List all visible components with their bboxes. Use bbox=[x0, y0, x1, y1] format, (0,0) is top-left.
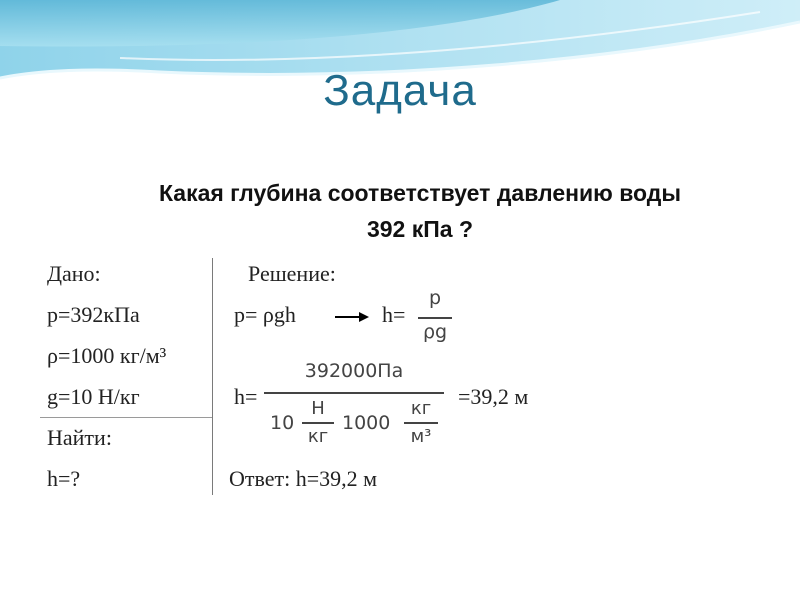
slide-title: Задача bbox=[323, 66, 477, 115]
given-item-density: ρ=1000 кг/м³ bbox=[47, 343, 167, 368]
calc-coef-1: 10 bbox=[270, 412, 295, 434]
pressure-formula: p= ρgh bbox=[234, 302, 296, 327]
find-divider bbox=[40, 417, 212, 418]
solution-header: Решение: bbox=[248, 261, 336, 286]
calc-numerator: 392000Па bbox=[304, 360, 404, 382]
fraction-p-over-rho-g bbox=[418, 287, 452, 349]
unit-numerator: Н bbox=[311, 398, 325, 419]
column-divider bbox=[212, 258, 213, 495]
unit-bar bbox=[302, 422, 334, 424]
unit-numerator: кг bbox=[410, 398, 432, 419]
unit-fraction-kg-per-m3 bbox=[404, 398, 438, 452]
fraction-bar bbox=[418, 317, 452, 319]
answer-text: Ответ: h=39,2 м bbox=[229, 466, 378, 491]
calc-coef-2: 1000 bbox=[342, 412, 391, 434]
given-item-gravity: g=10 Н/кг bbox=[47, 384, 140, 409]
calc-fraction-bar bbox=[264, 392, 444, 394]
fraction-numerator: p bbox=[428, 287, 442, 309]
question-line-2: 392 кПа ? bbox=[366, 216, 474, 242]
given-header: Дано: bbox=[47, 261, 101, 286]
find-header: Найти: bbox=[47, 425, 112, 450]
fraction-denominator: ρg bbox=[422, 321, 448, 343]
question-line-1: Какая глубина соответствует давлению воды bbox=[158, 180, 682, 206]
unit-denominator: кг bbox=[307, 426, 329, 447]
calculation-fraction bbox=[264, 356, 444, 454]
unit-denominator: м³ bbox=[410, 426, 432, 447]
unit-fraction-n-per-kg bbox=[302, 398, 334, 452]
unit-bar bbox=[404, 422, 438, 424]
calculation-result: =39,2 м bbox=[458, 384, 529, 409]
h-label: h= bbox=[382, 302, 406, 327]
find-item: h=? bbox=[47, 466, 81, 491]
given-item-pressure: p=392кПа bbox=[47, 302, 140, 327]
arrow-right-icon bbox=[335, 310, 369, 324]
h-label-calc: h= bbox=[234, 384, 258, 409]
